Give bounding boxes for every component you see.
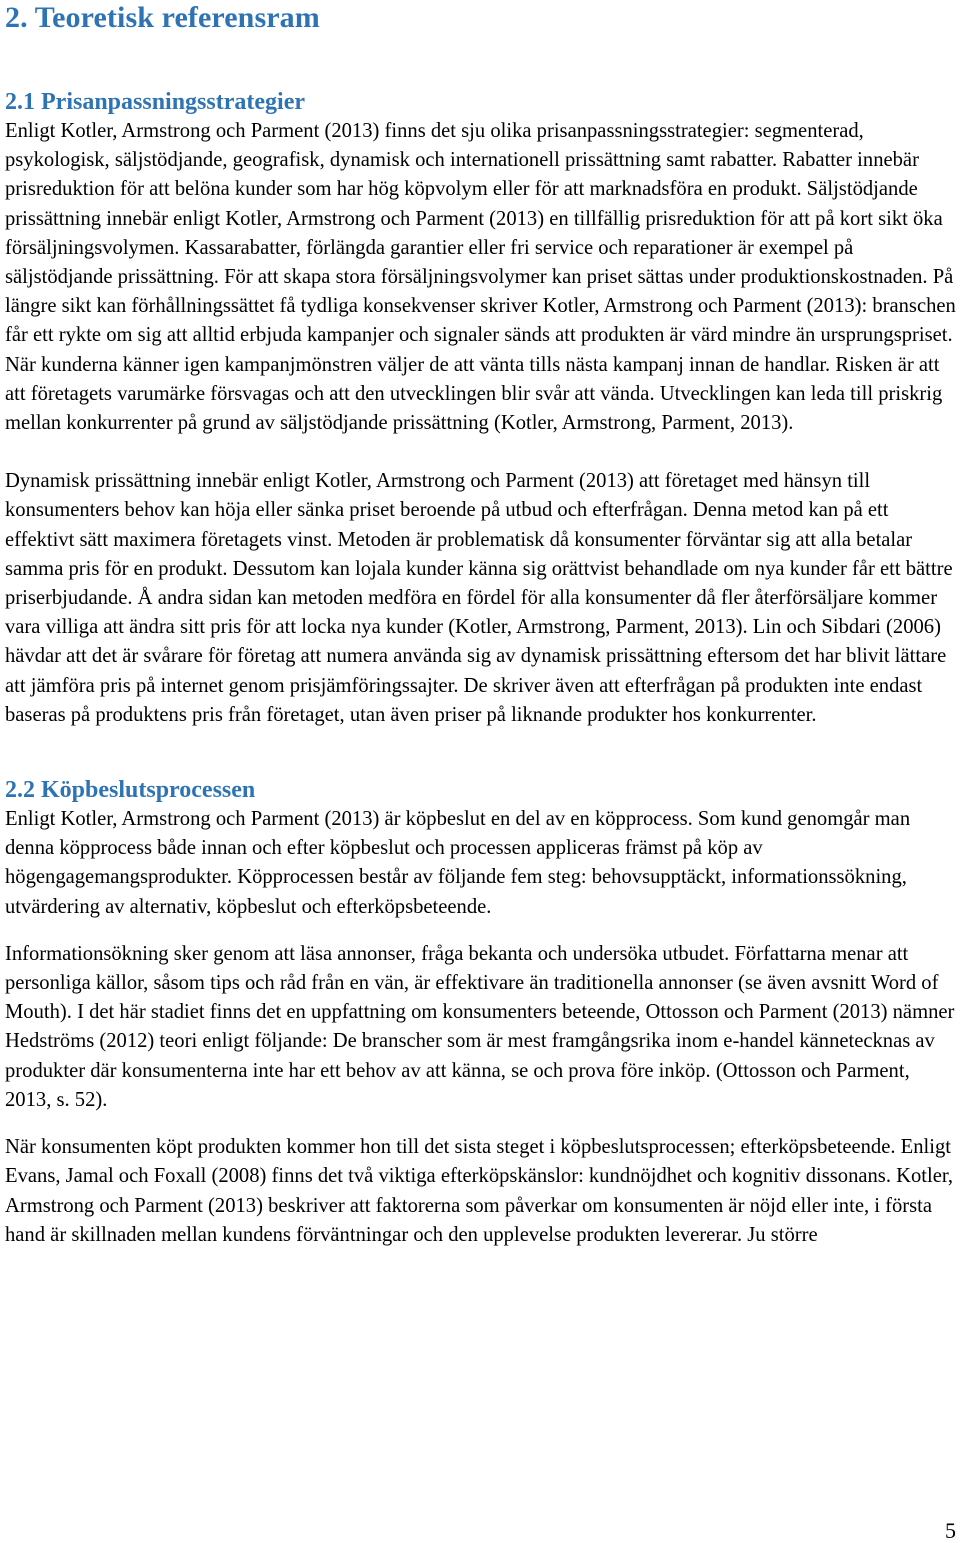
paragraph-dynamisk-prissattning: Dynamisk prissättning innebär enligt Kotler, Armstrong och Parment (2013) att företaget med hänsyn till konsumenters behov kan höja eller sänka priset beroende på utbud och efterfrågan. Denna metod kan på ett effektivt sätt maximera företagets vinst. Metoden är problematisk då konsumenter förväntar sig att alla betalar samma pris för en produkt. Dessutom kan lojala kunder känna sig orättvist behandlade om nya kunder får ett bättre priserbjudande. Å andra sidan kan metoden medföra en fördel för alla konsumenter då fler återförsäljare kommer vara villiga att ändra sitt pris för att locka nya kunder (Kotler, Armstrong, Parment, 2013). Lin och Sibdari (2006) hävdar att det är svårare för företag att numera använda sig av dynamisk prissättning eftersom det har blivit lättare att jämföra pris på internet genom prisjämföringssajter. De skriver även att efterfrågan på produkten inte endast baseras på produktens pris från företaget, utan även priser på liknande produkter hos konkurrenter. [5,470,953,726]
paragraph-prisanpassning: Enligt Kotler, Armstrong och Parment (2013) finns det sju olika prisanpassningsstrategier: segmenterad, psykologisk, säljstödjande, geografisk, dynamisk och internationell prissättning samt rabatter. Rabatter innebär prisreduktion för att belöna kunder som har hög köpvolym eller för att marknadsföra en produkt. Säljstödjande prissättning innebär enligt Kotler, Armstrong och Parment (2013) en tillfällig prisreduktion för att på kort sikt öka försäljningsvolymen. Kassarabatter, förlängda garantier eller fri service och reparationer är exempel på säljstödjande prissättning. För att skapa stora försäljningsvolymer kan priset sättas under produktionskostnaden. På längre sikt kan förhållningssättet få tydliga konsekvenser skriver Kotler, Armstrong och Parment (2013): branschen får ett rykte om sig att alltid erbjuda kampanjer och signaler sänds att produkten är värd mindre än ursprungspriset. När kunderna känner igen kampanjmönstren väljer de att vänta tills nästa kampanj innan de handlar. Risken är att att företagets varumärke försvagas och att den utvecklingen blir svår att vända. Utvecklingen kan leda till priskrig mellan konkurrenter på grund av säljstödjande prissättning (Kotler, Armstrong, Parment, 2013). [5,120,956,435]
paragraph-kopprocess: Enligt Kotler, Armstrong och Parment (2013) är köpbeslut en del av en köpprocess. Som kund genomgår man denna köpprocess både innan och efter köpbeslut och processen appliceras främst på köp av högengagemangsprodukter. Köpprocessen består av följande fem steg: behovsupptäckt, informationssökning, utvärdering av alternativ, köpbeslut och efterköpsbeteende. [5,808,911,918]
paragraph-informationsokning: Informationsökning sker genom att läsa annonser, fråga bekanta och undersöka utbudet. Författarna menar att personliga källor, såsom tips och råd från en vän, är effektivare än traditionella annonser (se även avsnitt Word of Mouth). I det här stadiet finns det en uppfattning om konsumenters beteende, Ottosson och Parment (2013) nämner Hedströms (2012) teori enligt följande: De branscher som är mest framgångsrika inom e-handel kännetecknas av produkter där konsumenterna inte har ett behov av att känna, se och prova före inköp. (Ottosson och Parment, 2013, s. 52). [5,942,955,1111]
page-number: 5 [945,1518,956,1543]
paragraph-efterkopsbeteende: När konsumenten köpt produkten kommer hon till det sista steget i köpbeslutsprocessen; efterköpsbeteende. Enligt Evans, Jamal och Foxall (2008) finns det två viktiga efterköpskänslor: kundnöjdhet och kognitiv dissonans. Kotler, Armstrong och Parment (2013) beskriver att faktorerna som påverkar om konsumenten är nöjd eller inte, i första hand är skillnaden mellan kundens förväntningar och den upplevelse produkten levererar. Ju större [5,1136,954,1246]
chapter-title: 2. Teoretisk referensram [5,1,320,34]
section-title-kopbeslutsprocessen: 2.2 Köpbeslutsprocessen [5,777,256,804]
section-title-prisanpassningsstrategier: 2.1 Prisanpassningsstrategier [5,89,305,115]
document-page [5,0,960,1250]
